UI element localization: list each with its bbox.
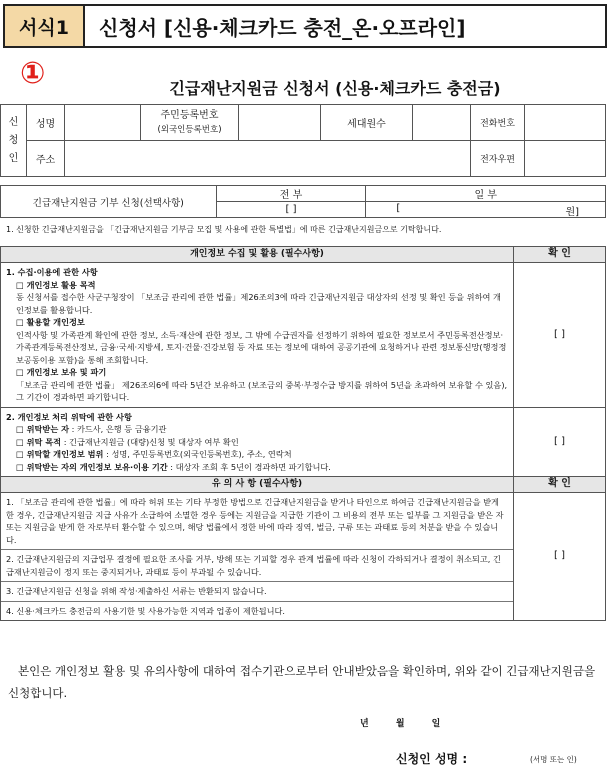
donation-won-unit: 원] [565,207,579,218]
donation-full-checkbox[interactable]: [ ] [216,202,366,218]
caution-section-header: 유 의 사 항 (필수사항) [1,477,514,493]
donation-full-label: 전 부 [216,186,366,202]
phone-field[interactable] [525,105,606,141]
caution-items [1,493,514,621]
applicant-side-label: 신 청 인 [1,105,27,177]
outsource-scope-text: : 성명, 주민등록번호(외국인등록번호), 주소, 연락처 [106,449,292,459]
privacy-items-title: □ 활용할 개인정보 [16,317,85,327]
email-label: 전자우편 [471,141,525,177]
closing-statement: 본인은 개인정보 활용 및 유의사항에 대하여 접수기관으로부터 안내받았음을 확인하며, 위와 같이 긴급재난지원금을 신청합니다. [8,664,596,700]
caution-item: 3. 긴급재난지원금 신청을 위해 작성·제출하신 서류는 반환되지 않습니다. [1,582,513,602]
caution-item: 4. 신용·체크카드 충전금의 사용기한 및 사용가능한 지역과 업종이 제한됩니다. [6,605,286,616]
privacy-collection-section [1,263,514,408]
outsource-scope-label: □ 위탁할 개인정보 범위 [16,449,104,459]
form-subtitle: 긴급재난지원금 신청서 (신용·체크카드 충전금) [169,79,501,98]
name-field[interactable] [65,105,141,141]
caution-checkbox[interactable]: [ ] [514,493,606,621]
privacy-retention-title: □ 개인정보 보유 및 파기 [16,367,107,377]
date-line[interactable]: 년 월 일 [360,719,441,729]
outsource-purpose-label: □ 위탁 목적 [16,436,62,447]
outsource-recipient-text: : 카드사, 은행 등 금융기관 [71,424,167,434]
donation-partial-label: 일 부 [366,186,606,202]
donation-partial-open: [ [396,203,401,214]
name-label: 성명 [27,105,65,141]
outsource-period-label: □ 위탁받는 자의 개인정보 보유·이용 기간 [16,461,168,472]
caution-item: 1. 「보조금 관리에 관한 법률」에 따라 허위 또는 기타 부정한 방법으로 긴급재난지원금을 받거나 타인으로 하여금 긴급재난지원금을 받게 한 경우, 긴급재난지원금 지급 사유가 소급하여 소멸한 경우 등에는 지원금을 지급한 기관이 그 비용의 전부 또는 일부를 그 지원금을 받은 자 또는 지원금을 받게 한 자로부터 환수할 수 있으며, 해당 법률에서 정한 바에 따라 징역, 벌금, 구류 또는 과태료 등의 처분을 받을 수 있습니다. [1,493,513,550]
signature-note[interactable]: (서명 또는 인) [530,755,577,764]
privacy-collection-checkbox[interactable]: [ ] [514,263,606,408]
form-badge: 서식1 [3,4,85,48]
applicant-table [0,104,606,177]
outsource-period-text: : 대상자 조회 후 5년이 경과하면 파기합니다. [170,461,331,472]
caution-item: 2. 긴급재난지원금의 지급업무 결정에 필요한 조사를 거부, 방해 또는 기피할 경우 관계 법률에 따라 신청이 각하되거나 결정이 취소되고, 긴급재난지원금이 정지 또는 중지되거나, 과태료 등이 부과될 수 있습니다. [1,550,513,582]
privacy-items-text: 인적사항 및 가족관계 확인에 관한 정보, 소득·재산에 관한 정보, 그 밖에 수급권자를 선정하기 위하여 필요한 정보로서 주민등록전산정보·가족관계등록전산정보, 금융·국세·지방세, 토지·건물·건강보험 등 자료 또는 정보에 대하여 공공기관에 요청하거나 관련 정보통신망(행정정보공동이용 포함)을 통해 조회합니다. [16,329,507,365]
phone-label: 전화번호 [471,105,525,141]
household-label: 세대원수 [321,105,413,141]
donation-note: 1. 신청한 긴급재난지원금을 「긴급재난지원금 기부금 모집 및 사용에 관한 특별법」에 따른 긴급재난지원금으로 기탁합니다. [6,225,442,234]
household-field[interactable] [413,105,471,141]
privacy-outsourcing-section [1,407,514,477]
address-field[interactable] [65,141,471,177]
outsource-purpose-text: : 긴급재난지원금 (대량)신청 및 대상자 여부 확인 [63,436,239,447]
privacy-check-header: 확 인 [514,247,606,263]
rrn-label: 주민등록번호 (외국인등록번호) [141,105,239,141]
privacy-purpose-text: 동 신청서를 접수한 사군구청장이 「보조금 관리에 관한 법률」제26조의3에 따라 긴급재난지원금 대상자의 선정 및 확인 등을 위하여 개인정보를 활용합니다. [16,292,501,315]
donation-partial-amount[interactable] [366,202,606,218]
email-field[interactable] [525,141,606,177]
terms-table [0,246,606,621]
donation-table [0,185,606,218]
form-number: ① [20,56,46,91]
form-header [3,4,607,48]
outsource-recipient-label: □ 위탁받는 자 [16,424,69,434]
signature-label: 신청인 성명 : [396,752,468,766]
rrn-field[interactable] [239,105,321,141]
address-label: 주소 [27,141,65,177]
privacy-s2-title: 2. 개인정보 처리 위탁에 관한 사항 [6,411,132,422]
caution-check-header: 확 인 [514,477,606,493]
privacy-outsourcing-checkbox[interactable]: [ ] [514,407,606,477]
privacy-retention-text: 「보조금 관리에 관한 법률」 제26조의6에 따라 5년간 보유하고 (보조금의 중복·부정수급 방지를 위하여 5년을 초과하여 보유할 수 있음), 그 기간이 경과하면 파기합니다. [16,379,508,402]
privacy-section-header: 개인정보 수집 및 활용 (필수사항) [1,247,514,263]
privacy-purpose-title: □ 개인정보 활용 목적 [16,279,96,290]
privacy-s1-title: 1. 수집·이용에 관한 사항 [6,267,98,277]
form-header-title: 신청서 [신용·체크카드 충전_온·오프라인] [85,4,607,48]
donation-label: 긴급재난지원금 기부 신청(선택사항) [1,186,217,218]
